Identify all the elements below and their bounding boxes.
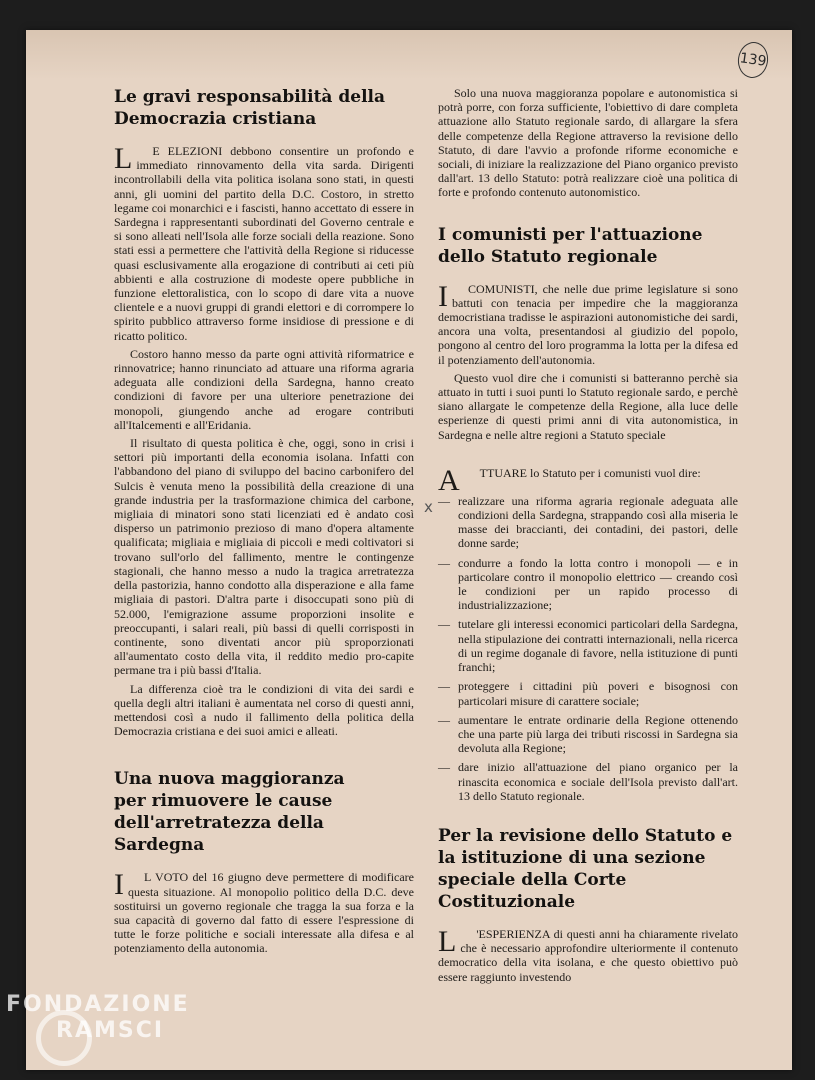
list-item: — tutelare gli interessi economici particolari della Sardegna, nella stipulazione dei contratti internazionali, nella ricerca di un regime doganale di favore, nella istituzione di punti franchi;	[438, 617, 738, 674]
paragraph-elections	[114, 144, 414, 343]
drop-cap: A	[438, 463, 460, 497]
paragraph-living-conditions: La differenza cioè tra le condizioni di vita dei sardi e quella degli altri italiani è aumentata nel corso di questi anni, mettendosi così a nudo il fallimento della politica della Democrazia cristiana e dei suoi amici e alleati.	[114, 681, 414, 739]
program-points-list	[438, 494, 738, 803]
drop-cap: I	[114, 868, 124, 902]
paragraph-communists	[438, 279, 738, 367]
drop-cap: L	[438, 924, 457, 958]
paragraph-economic-crisis: Il risultato di questa politica è che, oggi, sono in crisi i settori più importanti della economia isolana. Infatti con l'abbandono del piano di sviluppo del bacino carbonifero del Sulcis è venuta meno la possibilità della creazione di una grande industria per la trasformazione chimica del carbone, migliaia di minatori sono stati licenziati ed è andato così disperso un patrimonio prezioso di mano d'opera altamente qualificata; migliaia e migliaia di piccoli e medi coltivatori si trovano sull'orlo del fallimento, mentre le contingenze stagionali, che hanno messo a nudo la tragica arretratezza della pastorizia, hanno condotto alla disperazione e alla fame migliaia di pastori. D'altra parte i disoccupati sono più di 52.000, l'emigrazione assume proporzioni insolite e preoccupanti, i salari reali, più bassi di quelli corrisposti in continente, sono diventati ancor più sproporzionati all'aumentato costo della vita, il reddito medio pro-capite permane tra i più bassi d'Italia.	[114, 436, 414, 678]
drop-cap: I	[438, 279, 448, 313]
archive-number-stamp: 139	[736, 40, 771, 80]
paragraph-text: L VOTO del 16 giugno deve permettere di modificare questa situazione. Al monopolio politico della D.C. deve sostituirsi un governo regionale che tragga la sua forza e la sua capacità di governo dal fatto di essere l'espressione di tutte le forze politiche e sociali interessate alla difesa e al potenziamento della autonomia.	[114, 870, 414, 956]
watermark-line-2: RAMSCI	[56, 1018, 165, 1043]
paragraph-statute-implementation: Questo vuol dire che i comunisti si batteranno perchè sia attuato in tutti i suoi punti lo Statuto regionale sardo, e perchè siano allargate le competenze della Regione, alla luce delle esperienze di questi primi anni di vita autonomistica, in Sardegna e nelle altre regioni a Statuto speciale	[438, 370, 738, 442]
left-column	[114, 86, 414, 956]
paragraph-vote-16-june	[114, 870, 414, 955]
handwritten-x-mark: x	[424, 498, 433, 516]
paragraph-text: COMUNISTI, che nelle due prime legislature si sono battuti con tenacia per impedire che la maggioranza democristiana tradisse le aspirazioni autonomistiche dei sardi, ancora una volta, presentandosi al giudizio del popolo, pongono al centro del loro programma la lotta per la difesa ed il potenziamento dell'autonomia.	[438, 281, 738, 367]
paragraph-attuare	[438, 463, 738, 497]
headline-dc-responsibilities: Le gravi responsabilità della Democrazia cristiana	[114, 87, 385, 129]
paragraph-no-reforms: Costoro hanno messo da parte ogni attività riformatrice e rinnovatrice; hanno rinunciato ad attuare una riforma agraria adeguata alle condizioni della Sardegna, hanno creato condizioni di favore per una ulteriore penetrazione dei monopoli, giungendo anche ad erogare contributi all'Italcementi e all'Eridania.	[114, 346, 414, 432]
list-item: — condurre a fondo la lotta contro i monopoli — e in particolare contro il monopolio elettrico — creando così le condizioni per un rapido processo di industrializzazione;	[438, 556, 738, 613]
paragraph-text: E ELEZIONI debbono consentire un profondo e immediato rinnovamento della vita sarda. Dirigenti incontrollabili della vita politica isolana sono stati, in questi anni, gli uomini del partito della D.C. Costoro, in stretto legame coi monarchici e i fascisti, hanno accettato di essere in Sardegna i rappresentanti subordinati del Governo centrale e si sono alleati nell'Isola alle forze sociali della reazione. Sono stati essi a permettere che l'attività della Regione si riducesse quasi esclusivamente alla erogazione di contributi ai ceti più abbienti e alla costruzione di modeste opere pubbliche in funzione elettoralistica, con lo scopo di dare vita a nuove clientele e a nuovi gruppi di grandi elettori e di corrompere lo spirito pubblico attraverso forme insidiose di pressione e di ricatto politico.	[114, 144, 414, 343]
paragraph-text: 'ESPERIENZA di questi anni ha chiaramente rivelato che è necessario approfondire ulteriormente il contenuto democratico della vita isolana, e che questo obiettivo può essere raggiunto investendo	[438, 926, 738, 984]
right-column	[438, 86, 738, 984]
list-item: — aumentare le entrate ordinarie della Regione ottenendo che una parte più larga dei tributi riscossi in Sardegna sia devoluta alla Regione;	[438, 713, 738, 756]
headline-new-majority: Una nuova maggioranza per rimuovere le cause dell'arretratezza della Sardegna	[114, 769, 345, 856]
archive-watermark	[6, 992, 190, 1044]
page-fold-shadow	[26, 30, 792, 80]
newspaper-page	[26, 30, 792, 1070]
list-item: — realizzare una riforma agraria regionale adeguata alle condizioni della Sardegna, strappando così alla miseria le masse dei braccianti, dei contadini, dei pastori, delle donne sarde;	[438, 494, 738, 551]
list-item: — proteggere i cittadini più poveri e bisognosi con particolari misure di carattere sociale;	[438, 679, 738, 707]
headline-statute-revision: Per la revisione dello Statuto e la istituzione di una sezione speciale della Corte Costituzionale	[438, 825, 733, 912]
watermark-line-1: FONDAZIONE	[6, 992, 190, 1017]
paragraph-text: TTUARE lo Statuto per i comunisti vuol dire:	[479, 465, 701, 480]
headline-communists-statute: I comunisti per l'attuazione dello Statuto regionale	[438, 224, 703, 267]
paragraph-experience	[438, 924, 738, 984]
paragraph-new-majority-goal: Solo una nuova maggioranza popolare e autonomistica si potrà porre, con forza sufficiente, l'obiettivo di dare completa attuazione allo Statuto regionale sardo, di allargare la sfera delle competenze della Regione attraverso la revisione dello Statuto, di dare l'avvio a profonde riforme economiche e sociali, di iniziare la realizzazione del Piano organico previsto dall'art. 13 dello Statuto: potrà realizzare cioè una politica di forte e profondo contenuto autonomistico.	[438, 86, 738, 200]
list-item: — dare inizio all'attuazione del piano organico per la rinascita economica e sociale dell'Isola previsto dall'art. 13 dello Statuto regionale.	[438, 760, 738, 803]
drop-cap: L	[114, 142, 133, 175]
